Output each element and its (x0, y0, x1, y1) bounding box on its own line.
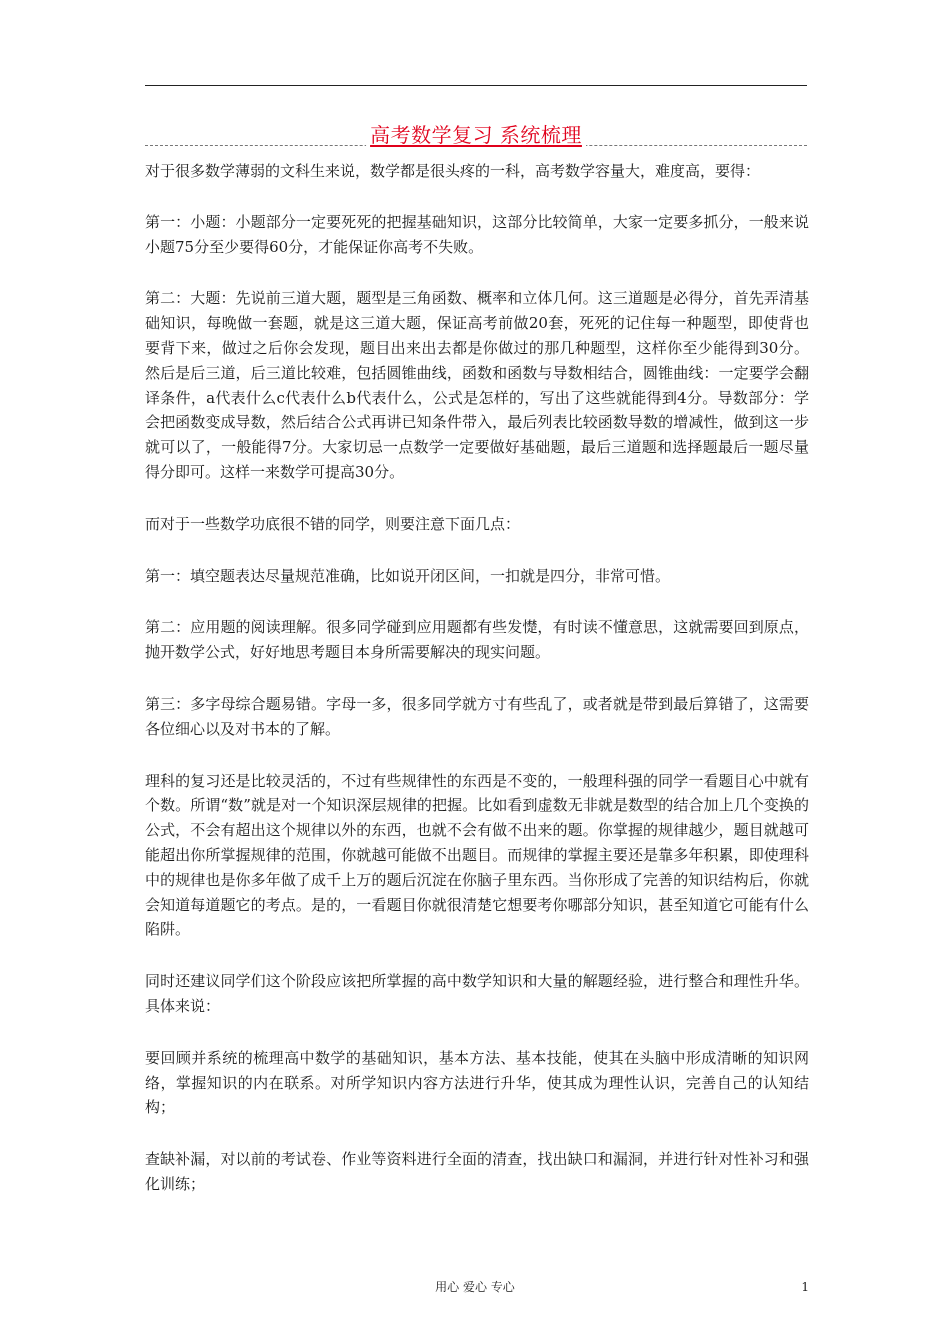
paragraph-fill-blank: 第一：填空题表达尽量规范准确，比如说开闭区间，一扣就是四分，非常可惜。 (145, 566, 671, 585)
document-body (145, 159, 809, 1224)
page-number: 1 (801, 1280, 809, 1294)
paragraph-fill-gaps: 查缺补漏，对以前的考试卷、作业等资料进行全面的清查，找出缺口和漏洞，并进行针对性补习和强化训练； (145, 1150, 809, 1193)
document-title: 高考数学复习 系统梳理 (366, 122, 586, 148)
paragraph-word-problems: 第二：应用题的阅读理解。很多同学碰到应用题都有些发憷，有时读不懂意思，这就需要回到原点，抛开数学公式，好好地思考题目本身所需要解决的现实问题。 (145, 618, 809, 662)
paragraph-intro: 对于很多数学薄弱的文科生来说，数学都是很头疼的一科，高考数学容量大，难度高，要得： (145, 162, 761, 180)
paragraph-strong-students-intro: 而对于一些数学功底很不错的同学，则要注意下面几点： (145, 514, 521, 533)
footer-motto: 用心 爱心 专心 (435, 1280, 515, 1294)
paragraph-small-questions: 第一：小题：小题部分一定要死死的把握基础知识，这部分比较简单，大家一定要多抓分，一般来说小题75分至少要得60分，才能保证你高考不失败。 (145, 212, 809, 256)
paragraph-review-basics: 要回顾并系统的梳理高中数学的基础知识，基本方法、基本技能，使其在头脑中形成清晰的知识网络，掌握知识的内在联系。对所学知识内容方法进行升华，使其成为理性认识，完善自己的认知结构； (145, 1048, 809, 1117)
title-row (145, 122, 807, 152)
paragraph-integration-advice: 同时还建议同学们这个阶段应该把所掌握的高中数学知识和大量的解题经验，进行整合和理性升华。具体来说： (145, 972, 809, 1015)
paragraph-multi-letter: 第三：多字母综合题易错。字母一多，很多同学就方寸有些乱了，或者就是带到最后算错了，这需要各位细心以及对书本的了解。 (145, 694, 809, 738)
paragraph-science-review: 理科的复习还是比较灵活的，不过有些规律性的东西是不变的，一般理科强的同学一看题目心中就有个数。所谓“数”就是对一个知识深层规律的把握。比如看到虚数无非就是数型的结合加上几个变换的公式，不会有超出这个规律以外的东西，也就不会有做不出来的题。你掌握的规律越少，题目就越可能超出你所掌握规律的范围，你就越可能做不出题目。而规律的掌握主要还是靠多年积累，即使理科中的规律也是你多年做了成千上万的题后沉淀在你脑子里东西。当你形成了完善的知识结构后，你就会知道每道题它的考点。是的，一看题目你就很清楚它想要考你哪部分知识，甚至知道它可能有什么陷阱。 (145, 771, 809, 939)
header-rule (145, 85, 807, 86)
paragraph-big-questions: 第二：大题：先说前三道大题，题型是三角函数、概率和立体几何。这三道题是必得分，首先弄清基础知识，每晚做一套题，就是这三道大题，保证高考前做20套，死死的记住每一种题型，即使背也要背下来，做过之后你会发现，题目出来出去都是你做过的那几种题型，这样你至少能得到30分。然后是后三道，后三道比较难，包括圆锥曲线，函数和函数与导数相结合，圆锥曲线：一定要学会翻译条件，a代表什么c代表什么b代表什么，公式是怎样的，写出了这些就能得到4分。导数部分：学会把函数变成导数，然后结合公式再讲已知条件带入，最后列表比较函数导数的增减性，做到这一步就可以了，一般能得7分。大家切忌一点数学一定要做好基础题，最后三道题和选择题最后一题尽量得分即可。这样一来数学可提高30分。 (145, 289, 809, 481)
